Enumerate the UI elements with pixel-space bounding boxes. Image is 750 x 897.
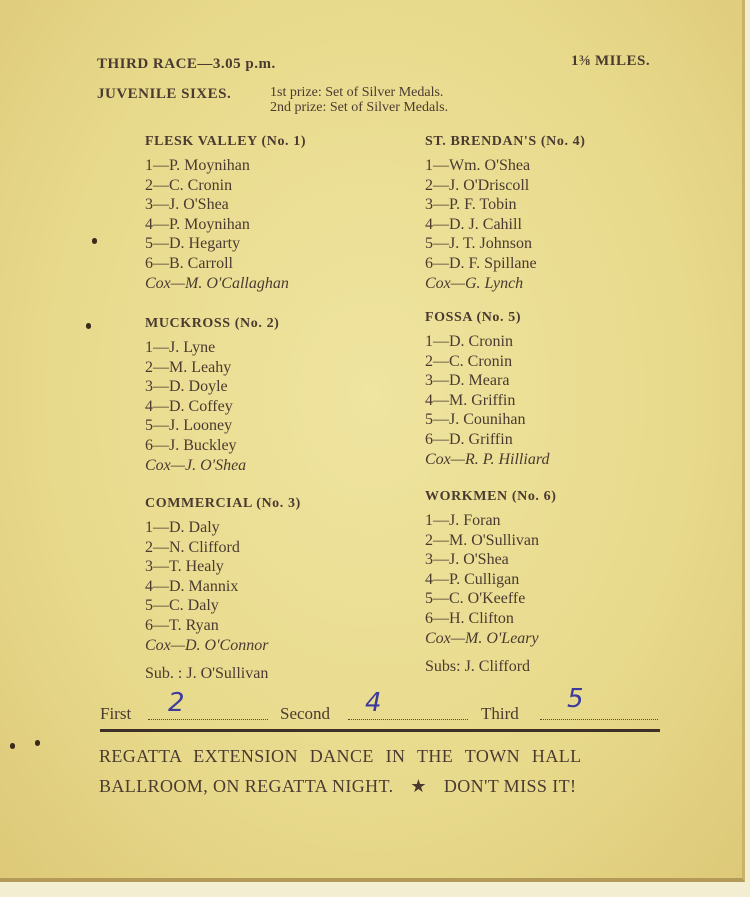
crew-5 <box>425 310 549 469</box>
race-title: THIRD RACE—3.05 p.m. <box>97 56 276 72</box>
first-handwritten: 2 <box>168 688 185 718</box>
divider <box>100 729 660 732</box>
crew-member: 5—J. T. Johnson <box>425 235 532 253</box>
crew-title: FLESK VALLEY (No. 1) <box>145 134 307 149</box>
crew-member: 2—C. Cronin <box>145 176 233 194</box>
crew-member: 5—C. O'Keeffe <box>425 590 526 608</box>
binding-hole <box>92 238 97 244</box>
first-dotted-line <box>148 718 268 720</box>
crew-member: 2—M. Leahy <box>145 358 232 376</box>
crew-member: 6—D. Griffin <box>425 430 513 448</box>
crew-member: 2—J. O'Driscoll <box>425 176 530 194</box>
crew-member: 6—T. Ryan <box>145 616 219 634</box>
second-handwritten: 4 <box>365 688 382 718</box>
crew-member: 3—T. Healy <box>145 558 224 576</box>
crew-member: 3—P. F. Tobin <box>425 196 517 214</box>
crew-member: 6—D. F. Spillane <box>425 254 537 272</box>
second-label: Second <box>280 704 331 723</box>
third-label: Third <box>481 704 519 723</box>
crew-member: 1—P. Moynihan <box>145 157 250 174</box>
crew-member: 1—J. Lyne <box>145 339 216 356</box>
third-dotted-line <box>540 718 658 720</box>
notice-text: BALLROOM, ON REGATTA NIGHT. <box>99 776 394 796</box>
star-icon: ★ <box>410 776 427 796</box>
first-label: First <box>100 704 132 723</box>
binding-hole <box>86 323 91 329</box>
crew-member: 6—H. Clifton <box>425 609 514 627</box>
crew-member: 5—J. Counihan <box>425 411 526 429</box>
crew-1 <box>145 134 306 293</box>
crew-2 <box>145 316 279 475</box>
second-dotted-line <box>348 718 468 720</box>
crew-member: 1—D. Cronin <box>425 333 513 350</box>
notice-text-end: DON'T MISS IT! <box>443 776 577 796</box>
crew-4 <box>425 134 586 293</box>
crew-member: 5—J. Looney <box>145 417 233 435</box>
crew-member: 1—J. Foran <box>425 512 501 529</box>
binding-hole <box>35 740 40 746</box>
crew-member: 6—B. Carroll <box>145 254 233 272</box>
crew-member: 3—D. Doyle <box>145 378 228 396</box>
crew-member: 2—C. Cronin <box>425 352 513 370</box>
race-distance: 1⅜ MILES. <box>571 53 651 69</box>
crew-member: 5—C. Daly <box>145 597 219 615</box>
crew-title: COMMERCIAL (No. 3) <box>145 496 301 511</box>
crew-member: 3—D. Meara <box>425 372 510 390</box>
crew-member: 1—D. Daly <box>145 519 220 536</box>
cox: Cox—J. O'Shea <box>145 456 247 474</box>
substitute: Subs: J. Clifford <box>425 658 531 676</box>
crew-member: 1—Wm. O'Shea <box>425 157 531 174</box>
crew-title: FOSSA (No. 5) <box>425 310 522 325</box>
crew-member: 5—D. Hegarty <box>145 235 241 253</box>
crew-member: 2—M. O'Sullivan <box>425 531 539 549</box>
crew-member: 4—P. Moynihan <box>145 215 250 233</box>
crew-member: 3—J. O'Shea <box>425 551 509 569</box>
crew-member: 4—D. J. Cahill <box>425 215 522 233</box>
crew-6 <box>425 489 557 676</box>
crew-title: ST. BRENDAN'S (No. 4) <box>425 134 586 149</box>
notice-line-1: REGATTA EXTENSION DANCE IN THE TOWN HALL <box>99 746 582 766</box>
crew-title: WORKMEN (No. 6) <box>425 489 557 504</box>
cox: Cox—D. O'Connor <box>145 636 269 654</box>
cox: Cox—M. O'Callaghan <box>145 274 289 292</box>
binding-hole <box>10 743 15 749</box>
crew-member: 6—J. Buckley <box>145 436 237 454</box>
third-handwritten: 5 <box>567 684 584 714</box>
substitute: Sub. : J. O'Sullivan <box>145 665 269 683</box>
cox: Cox—M. O'Leary <box>425 629 539 647</box>
crew-member: 2—N. Clifford <box>145 538 240 556</box>
crew-member: 4—M. Griffin <box>425 391 516 409</box>
event-name: JUVENILE SIXES. <box>97 86 232 102</box>
cox: Cox—R. P. Hilliard <box>425 450 550 468</box>
second-prize: 2nd prize: Set of Silver Medals. <box>270 100 449 115</box>
crew-title: MUCKROSS (No. 2) <box>145 316 280 331</box>
notice-line-2 <box>99 776 576 797</box>
crew-member: 3—J. O'Shea <box>145 196 229 214</box>
cox: Cox—G. Lynch <box>425 274 524 292</box>
crew-member: 4—D. Mannix <box>145 577 239 595</box>
crew-3 <box>145 496 301 683</box>
crew-member: 4—D. Coffey <box>145 397 233 415</box>
first-prize: 1st prize: Set of Silver Medals. <box>270 85 444 100</box>
crew-member: 4—P. Culligan <box>425 570 520 588</box>
